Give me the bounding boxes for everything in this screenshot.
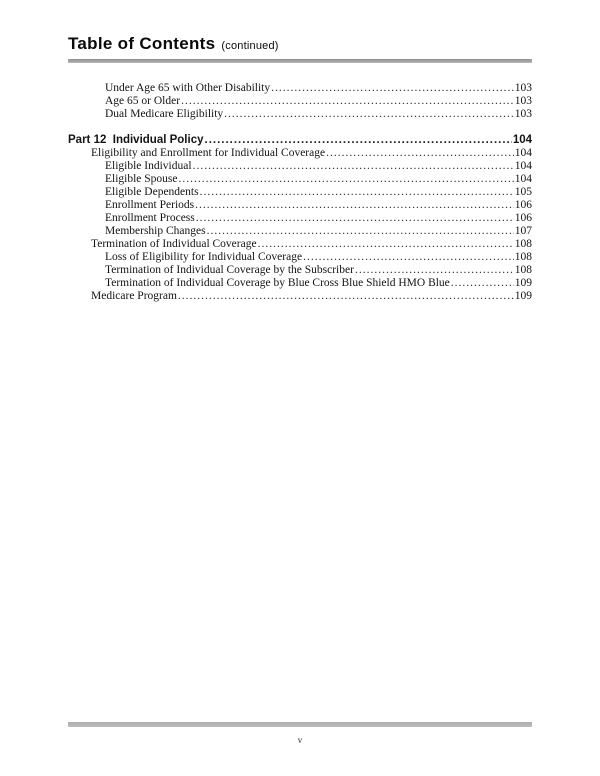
toc-entry-page: 106	[514, 199, 532, 211]
dot-leader	[451, 277, 514, 290]
toc-entry	[68, 95, 532, 108]
dot-leader	[179, 173, 514, 186]
toc-entry-label: Part 12 Individual Policy	[68, 134, 204, 146]
dot-leader	[207, 225, 514, 238]
toc-entry-page: 109	[514, 277, 532, 289]
toc-entry-label: Age 65 or Older	[105, 95, 181, 107]
toc-entry-page: 104	[514, 160, 532, 172]
dot-leader	[326, 147, 514, 160]
dot-leader	[205, 134, 512, 147]
toc-entry-page: 104	[514, 173, 532, 185]
dot-leader	[271, 82, 514, 95]
toc-entry	[68, 238, 532, 251]
dot-leader	[355, 264, 514, 277]
toc-entry-label: Under Age 65 with Other Disability	[105, 82, 271, 94]
toc-list	[68, 82, 532, 303]
toc-entry-label: Eligible Spouse	[105, 173, 178, 185]
page-title	[68, 34, 532, 56]
toc-entry	[68, 264, 532, 277]
toc-entry	[68, 199, 532, 212]
toc-entry-label: Loss of Eligibility for Individual Coverage	[105, 251, 303, 263]
toc-entry	[68, 290, 532, 303]
toc-entry-label: Dual Medicare Eligibility	[105, 108, 224, 120]
dot-leader	[195, 199, 514, 212]
toc-entry-page: 103	[514, 108, 532, 120]
toc-entry-label: Termination of Individual Coverage by Blue Cross Blue Shield HMO Blue	[105, 277, 450, 289]
dot-leader	[224, 108, 514, 121]
page-header	[68, 34, 532, 63]
dot-leader	[196, 212, 514, 225]
page-title-suffix: (continued)	[221, 40, 279, 52]
toc-entry-page: 106	[514, 212, 532, 224]
toc-entry	[68, 160, 532, 173]
toc-entry-label: Termination of Individual Coverage by the Subscriber	[105, 264, 354, 276]
toc-entry	[68, 82, 532, 95]
toc-entry-label: Enrollment Periods	[105, 199, 195, 211]
toc-entry-label: Eligible Individual	[105, 160, 192, 172]
toc-entry-label: Eligible Dependents	[105, 186, 199, 198]
toc-entry-page: 108	[514, 251, 532, 263]
toc-entry-label: Enrollment Process	[105, 212, 195, 224]
toc-entry-label: Membership Changes	[105, 225, 206, 237]
toc-entry-label: Medicare Program	[91, 290, 177, 302]
toc-entry-page: 103	[514, 82, 532, 94]
toc-entry-label: Termination of Individual Coverage	[91, 238, 257, 250]
toc-entry	[68, 225, 532, 238]
toc-entry-page: 107	[514, 225, 532, 237]
toc-entry	[68, 277, 532, 290]
dot-leader	[181, 95, 514, 108]
toc-entry	[68, 251, 532, 264]
dot-leader	[303, 251, 514, 264]
dot-leader	[178, 290, 514, 303]
toc-entry-page: 109	[514, 290, 532, 302]
toc-entry	[68, 173, 532, 186]
toc-entry-page: 108	[514, 238, 532, 250]
dot-leader	[258, 238, 514, 251]
dot-leader	[193, 160, 514, 173]
toc-entry	[68, 147, 532, 160]
page-number: v	[297, 735, 303, 745]
toc-entry-page: 104	[512, 134, 532, 146]
toc-entry-page: 105	[514, 186, 532, 198]
toc-entry-label: Eligibility and Enrollment for Individual Coverage	[91, 147, 326, 159]
toc-entry-page: 103	[514, 95, 532, 107]
toc-entry-page: 108	[514, 264, 532, 276]
toc-entry	[68, 212, 532, 225]
toc-entry	[68, 186, 532, 199]
footer-bar	[68, 722, 532, 727]
dot-leader	[200, 186, 514, 199]
toc-entry	[68, 134, 532, 147]
page-title-text: Table of Contents	[68, 34, 216, 53]
toc-entry	[68, 108, 532, 121]
toc-entry-page: 104	[514, 147, 532, 159]
title-rule	[68, 59, 532, 63]
